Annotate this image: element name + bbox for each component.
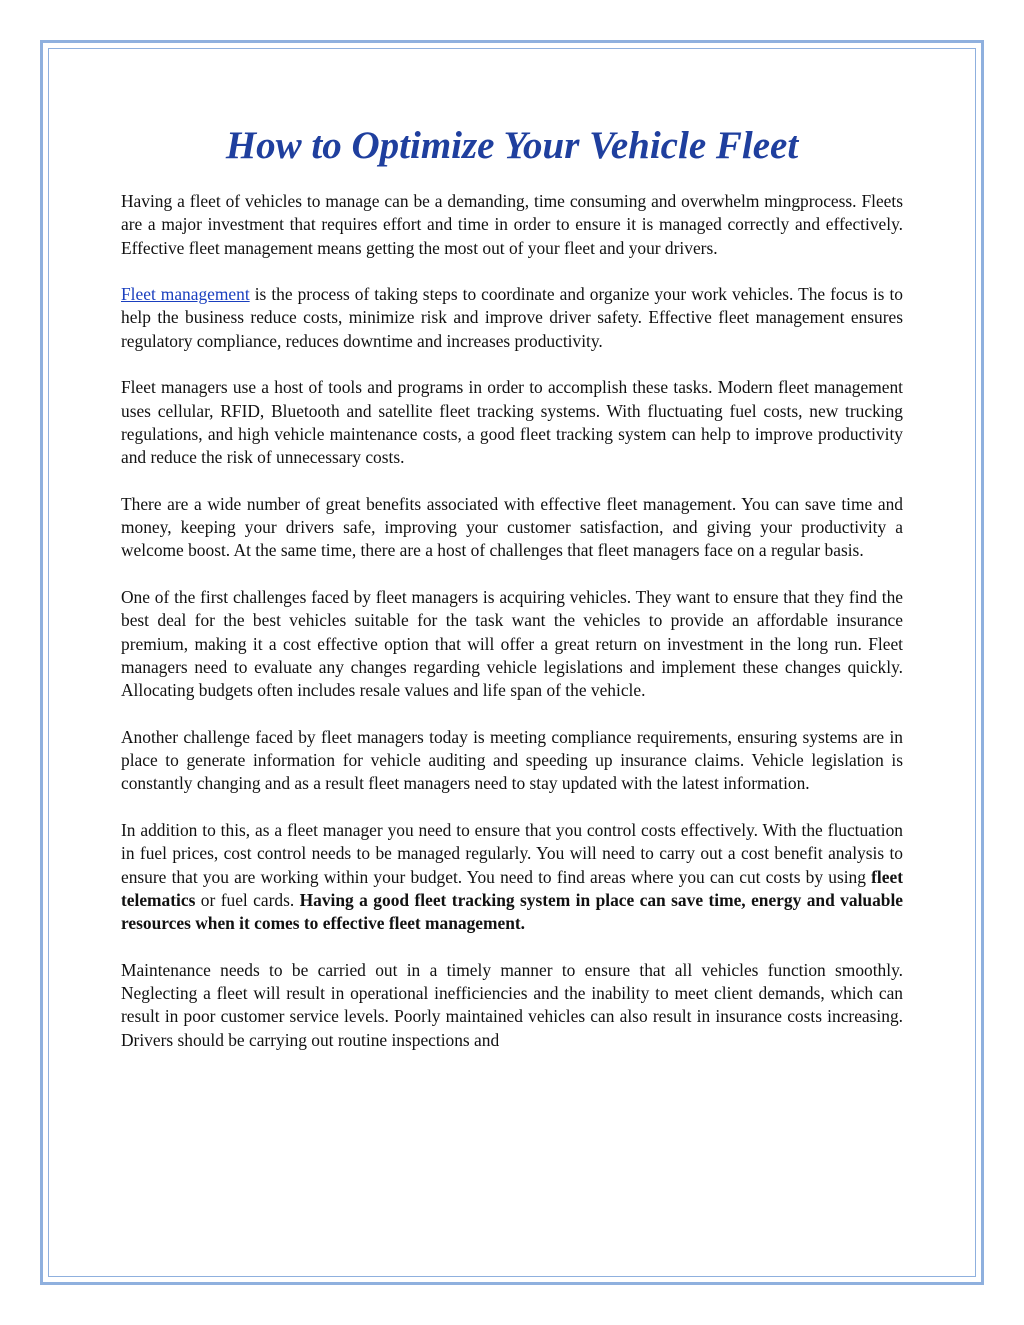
- paragraph-cost-control: [121, 819, 903, 935]
- fleet-management-link[interactable]: Fleet management: [121, 284, 250, 305]
- cost-control-text-1: In addition to this, as a fleet manager you need to ensure that you control costs effectively. With the fluctuation in fuel prices, cost control needs to be managed regularly. You will need to carry out a cost benefit analysis to ensure that you are working within your budget. You need to find areas where you can cut costs by using: [121, 820, 903, 887]
- paragraph-maintenance: Maintenance needs to be carried out in a timely manner to ensure that all vehicles function smoothly. Neglecting a fleet will result in operational inefficiencies and the inability to meet client demands, which can result in poor customer service levels. Poorly maintained vehicles can also result in insurance costs increasing. Drivers should be carrying out routine inspections and: [121, 959, 903, 1050]
- paragraph-fleet-management-text: is the process of taking steps to coordinate and organize your work vehicles. The focus is to help the business reduce costs, minimize risk and improve driver safety. Effective fleet management ensures regulatory compliance, reduces downtime and increases productivity.: [121, 284, 904, 351]
- paragraph-compliance: Another challenge faced by fleet managers today is meeting compliance requirements, ensuring systems are in place to generate information for vehicle auditing and speeding up insurance claims. Vehicle legislation is constantly changing and as a result fleet managers need to stay updated with the latest information.: [121, 726, 903, 794]
- document-title: How to Optimize Your Vehicle Fleet: [225, 124, 799, 167]
- paragraph-tools: Fleet managers use a host of tools and programs in order to accomplish these tasks. Modern fleet management uses cellular, RFID, Bluetooth and satellite fleet tracking systems. With fluctuating fuel costs, new trucking regulations, and high vehicle maintenance costs, a good fleet tracking system can help to improve productivity and reduce the risk of unnecessary costs.: [121, 377, 903, 468]
- fleet-telematics-bold: fleet telematics: [121, 866, 903, 910]
- cost-control-text-2: or fuel cards.: [195, 889, 300, 910]
- document-body: [121, 124, 903, 1075]
- tracking-system-bold: Having a good fleet tracking system in place can save time, energy and valuable resources when it comes to effective fleet management.: [121, 889, 903, 934]
- paragraph-acquiring-vehicles: One of the first challenges faced by fleet managers is acquiring vehicles. They want to ensure that they find the best deal for the best vehicles suitable for the task want the vehicles to provide an affordable insurance premium, making it a cost effective option that will offer a great return on investment in the long run. Fleet managers need to evaluate any changes regarding vehicle legislations and implement these changes quickly. Allocating budgets often includes resale values and life span of the vehicle.: [121, 587, 903, 701]
- paragraph-fleet-management: [121, 283, 903, 353]
- paragraph-intro: Having a fleet of vehicles to manage can be a demanding, time consuming and overwhelm mingprocess. Fleets are a major investment that requires effort and time in order to ensure it is managed correctly and effectively. Effective fleet management means getting the most out of your fleet and your drivers.: [121, 191, 903, 258]
- paragraph-benefits: There are a wide number of great benefits associated with effective fleet management. You can save time and money, keeping your drivers safe, improving your customer satisfaction, and giving your productivity a welcome boost. At the same time, there are a host of challenges that fleet managers face on a regular basis.: [121, 493, 903, 561]
